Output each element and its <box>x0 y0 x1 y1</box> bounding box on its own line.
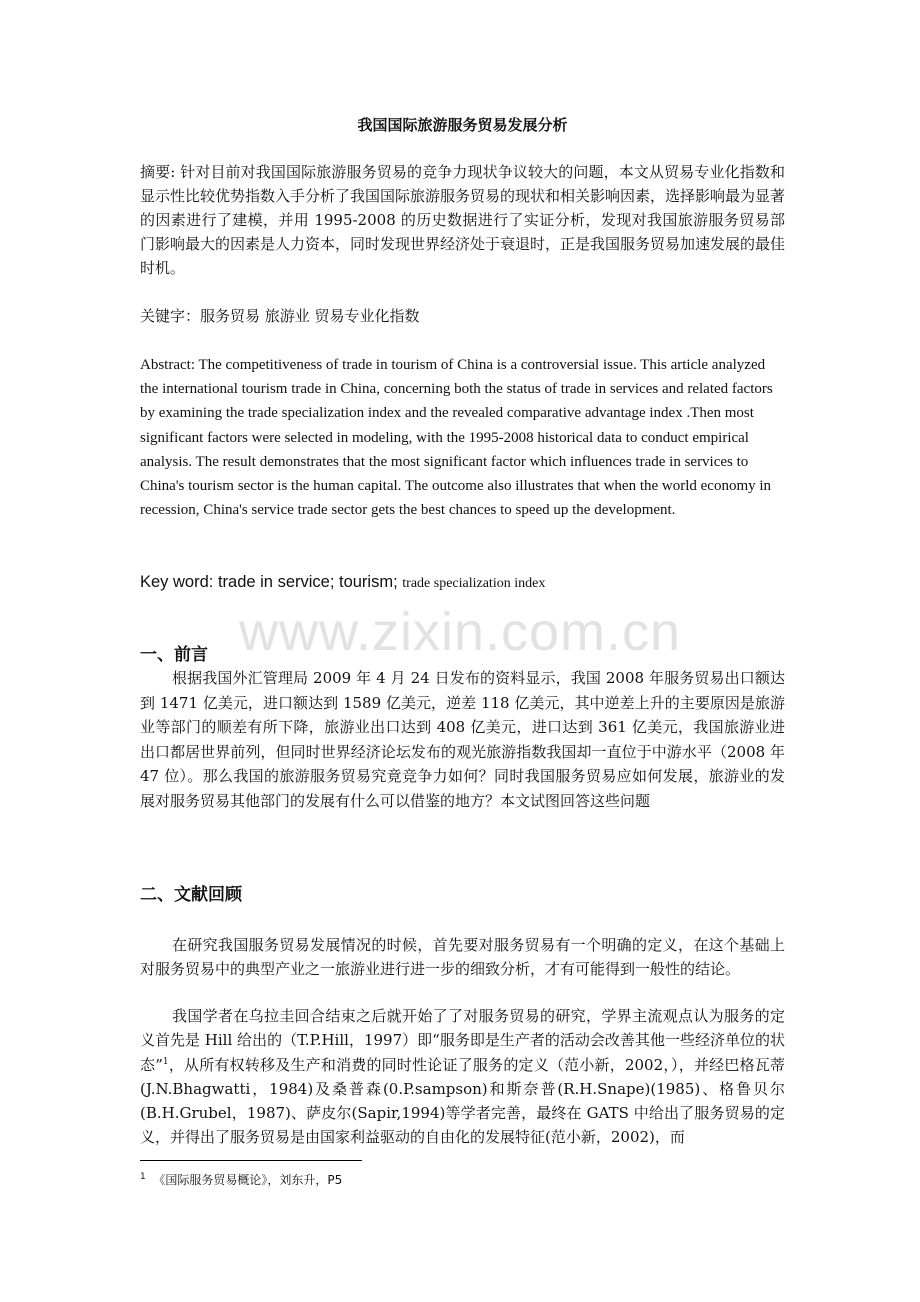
page-title: 我国国际旅游服务贸易发展分析 <box>357 116 568 134</box>
footnote-reference[interactable]: 1 <box>162 1056 169 1067</box>
section-heading-literature-review: 二、文献回顾 <box>140 885 242 905</box>
keywords-english-main: Key word: trade in service; tourism; <box>140 573 403 591</box>
abstract-chinese: 摘要: 针对目前对我国国际旅游服务贸易的竞争力现状争议较大的问题，本文从贸易专业化指数和显示性比较优势指数入手分析了我国国际旅游服务贸易的现状和相关影响因素，选择影响最为显著的因素进行了建模，并用 1995-2008 的历史数据进行了实证分析，发现对我国旅游服务贸易部门影响最大的因素是人力资本，同时发现世界经济处于衰退时，正是我国服务贸易加速发展的最佳时机。 <box>140 163 786 277</box>
section-body-review-paragraph-2 <box>140 1004 785 1150</box>
section-body-review-paragraph-1: 在研究我国服务贸易发展情况的时候，首先要对服务贸易有一个明确的定义，在这个基础上对服务贸易中的典型产业之一旅游业进行进一步的细致分析，才有可能得到一般性的结论。 <box>140 936 785 978</box>
review-paragraph-2-part-b: ，从所有权转移及生产和消费的同时性论证了服务的定义（范小新，2002，），并经巴格瓦蒂(J.N.Bhagwatti，1984)及桑普森(0.P.sampson)和斯奈普(R.H.Snape)(1985)、格鲁贝尔(B.H.Grubel，1987)、萨皮尔(Sapir,1994)等学者完善，最终在 GATS 中给出了服务贸易的定义，并得出了服务贸易是由国家利益驱动的自由化的发展特征(范小新，2002)，而 <box>140 1055 785 1147</box>
abstract-english: Abstract: The competitiveness of trade in tourism of China is a controversial issue. This article analyzed the international tourism trade in China, concerning both the status of trade in services and related factors by examining the trade specialization index and the revealed comparative advantage index .Then most significant factors were selected in modeling, with the 1995-2008 historical data to conduct empirical analysis. The result demonstrates that the most significant factor which influences trade in services to China's tourism sector is the human capital. The outcome also illustrates that when the world economy in recession, China's service trade sector gets the best chances to speed up the development. <box>140 357 773 519</box>
footnote-text: 《国际服务贸易概论》，刘东升，P5 <box>153 1173 343 1187</box>
watermark: www.zixin.com.cn <box>238 602 682 662</box>
section-heading-introduction: 一、前言 <box>140 645 208 665</box>
keywords-english-small: trade specialization index <box>402 576 546 591</box>
section-body-introduction: 根据我国外汇管理局 2009 年 4 月 24 日发布的资料显示，我国 2008 年服务贸易出口额达到 1471 亿美元，进口额达到 1589 亿美元，逆差 118 亿美元，其中逆差上升的主要原因是旅游业等部门的顺差有所下降，旅游业出口达到 408 亿美元，进口达到 361 亿美元，我国旅游业进出口都居世界前列，但同时世界经济论坛发布的观光旅游指数我国却一直位于中游水平（2008 年 47 位）。那么我国的旅游服务贸易究竟竞争力如何？同时我国服务贸易应如何发展，旅游业的发展对服务贸易其他部门的发展有什么可以借鉴的地方？本文试图回答这些问题 <box>140 669 785 810</box>
review-paragraph-2-part-a: 我国学者在乌拉圭回合结束之后就开始了了对服务贸易的研究，学界主流观点认为服务的定义首先是 Hill 给出的（T.P.Hill，1997）即“服务即是生产者的活动会改善其他一些经济单位的状态” <box>140 1007 785 1074</box>
footnote <box>140 1171 342 1189</box>
footnote-number: 1 <box>140 1172 146 1182</box>
footnote-divider <box>140 1160 362 1161</box>
keywords-english <box>140 570 785 596</box>
keywords-chinese: 关键字：服务贸易 旅游业 贸易专业化指数 <box>140 307 420 325</box>
